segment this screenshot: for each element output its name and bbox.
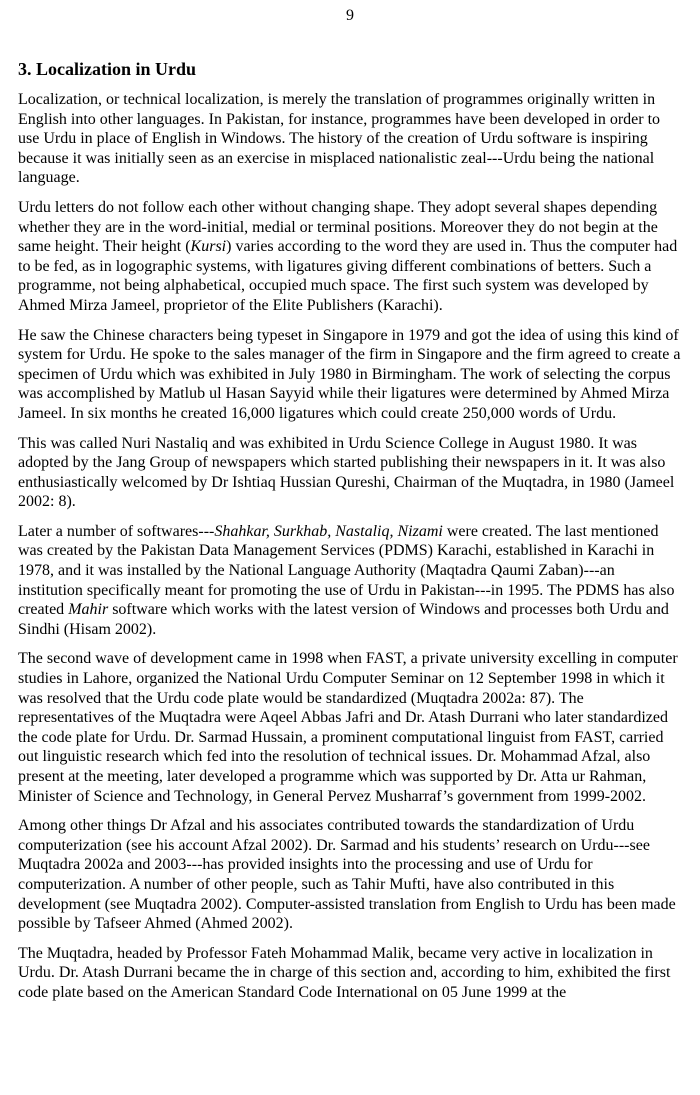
- paragraph-1: [18, 90, 683, 188]
- document-body: [18, 58, 683, 1013]
- text-run: The second wave of development came in 1998 when FAST, a private university excelling in computer studies in Lahore, organized the National Urdu Computer Seminar on 12 September 1998 in which it was resolved that the Urdu code plate would be standardized (Muqtadra 2002a: 87). The representatives of the Muqtadra were Aqeel Abbas Jafri and Dr. Atash Durrani who later standardized the code plate for Urdu. Dr. Sarmad Hussain, a prominent computational linguist from FAST, carried out linguistic research which fed into the resolution of technical issues. Dr. Mohammad Afzal, also present at the meeting, later developed a programme which was supported by Dr. Atta ur Rahman, Minister of Science and Technology, in General Pervez Musharraf’s government from 1999-2002.: [18, 650, 678, 805]
- italic-term: Shahkar, Surkhab, Nastaliq, Nizami: [214, 522, 443, 540]
- text-run: Localization, or technical localization, is merely the translation of programmes originally written in English into other languages. In Pakistan, for instance, programmes have been developed in order to use Urdu in place of English in Windows. The history of the creation of Urdu software is inspiring because it was initially seen as an exercise in misplaced nationalistic zeal---Urdu being the national language.: [18, 91, 661, 187]
- italic-term: Kursi: [190, 238, 227, 256]
- paragraph-8: [18, 944, 683, 1003]
- text-run: were created. The last mentioned was created by the Pakistan Data Management Services (PDMS) Karachi, established in Karachi in 1978, and it was installed by the National Language Authority (Maqtadra Qaumi Zaban)---an institution specifically meant for promoting the use of Urdu in Pakistan---in 1995. The PDMS has also created: [18, 522, 675, 619]
- text-run: software which works with the latest version of Windows and processes both Urdu and Sindhi (Hisam 2002).: [18, 601, 669, 638]
- paragraph-6: [18, 649, 683, 806]
- text-run: Among other things Dr Afzal and his associates contributed towards the standardization of Urdu computerization (see his account Afzal 2002). Dr. Sarmad and his students’ research on Urdu---see Muqtadra 2002a and 2003---has provided insights into the processing and use of Urdu for computerization. A number of other people, such as Tahir Mufti, have also contributed in this development (see Muqtadra 2002). Computer-assisted translation from English to Urdu has been made possible by Tafseer Ahmed (Ahmed 2002).: [18, 817, 676, 933]
- paragraph-4: [18, 434, 683, 512]
- paragraph-7: [18, 816, 683, 934]
- italic-term: Mahir: [68, 601, 109, 619]
- text-run: He saw the Chinese characters being typeset in Singapore in 1979 and got the idea of using this kind of system for Urdu. He spoke to the sales manager of the firm in Singapore and the firm agreed to create a specimen of Urdu which was exhibited in July 1980 in Birmingham. The work of selecting the corpus was accomplished by Matlub ul Hasan Sayyid while their ligatures were determined by Ahmed Mirza Jameel. In six months he created 16,000 ligatures which could create 250,000 words of Urdu.: [18, 326, 681, 422]
- text-run: Later a number of softwares---: [18, 522, 215, 540]
- paragraph-5: [18, 522, 683, 640]
- text-run: ) varies according to the word they are used in. Thus the computer had to be fed, as in logographic systems, with ligatures giving different combinations of betters. Such a programme, not being alphabetical, occupied much space. The first such system was developed by Ahmed Mirza Jameel, proprietor of the Elite Publishers (Karachi).: [18, 238, 678, 314]
- paragraph-3: [18, 326, 683, 424]
- page-number: 9: [346, 7, 354, 24]
- text-run: Urdu letters do not follow each other without changing shape. They adopt several shapes depending whether they are in the word-initial, medial or terminal positions. Moreover they do not begin at the same height. Their height (: [18, 198, 658, 256]
- section-heading: 3. Localization in Urdu: [18, 59, 197, 79]
- text-run: The Muqtadra, headed by Professor Fateh Mohammad Malik, became very active in localization in Urdu. Dr. Atash Durrani became the in charge of this section and, according to him, exhibited the first code plate based on the American Standard Code International on 05 June 1999 at the: [18, 944, 671, 1001]
- paragraph-2: [18, 198, 683, 316]
- text-run: This was called Nuri Nastaliq and was exhibited in Urdu Science College in August 1980. It was adopted by the Jang Group of newspapers which started publishing their newspapers in it. It was also enthusiastically welcomed by Dr Ishtiaq Hussian Qureshi, Chairman of the Muqtadra, in 1980 (Jameel 2002: 8).: [18, 434, 675, 511]
